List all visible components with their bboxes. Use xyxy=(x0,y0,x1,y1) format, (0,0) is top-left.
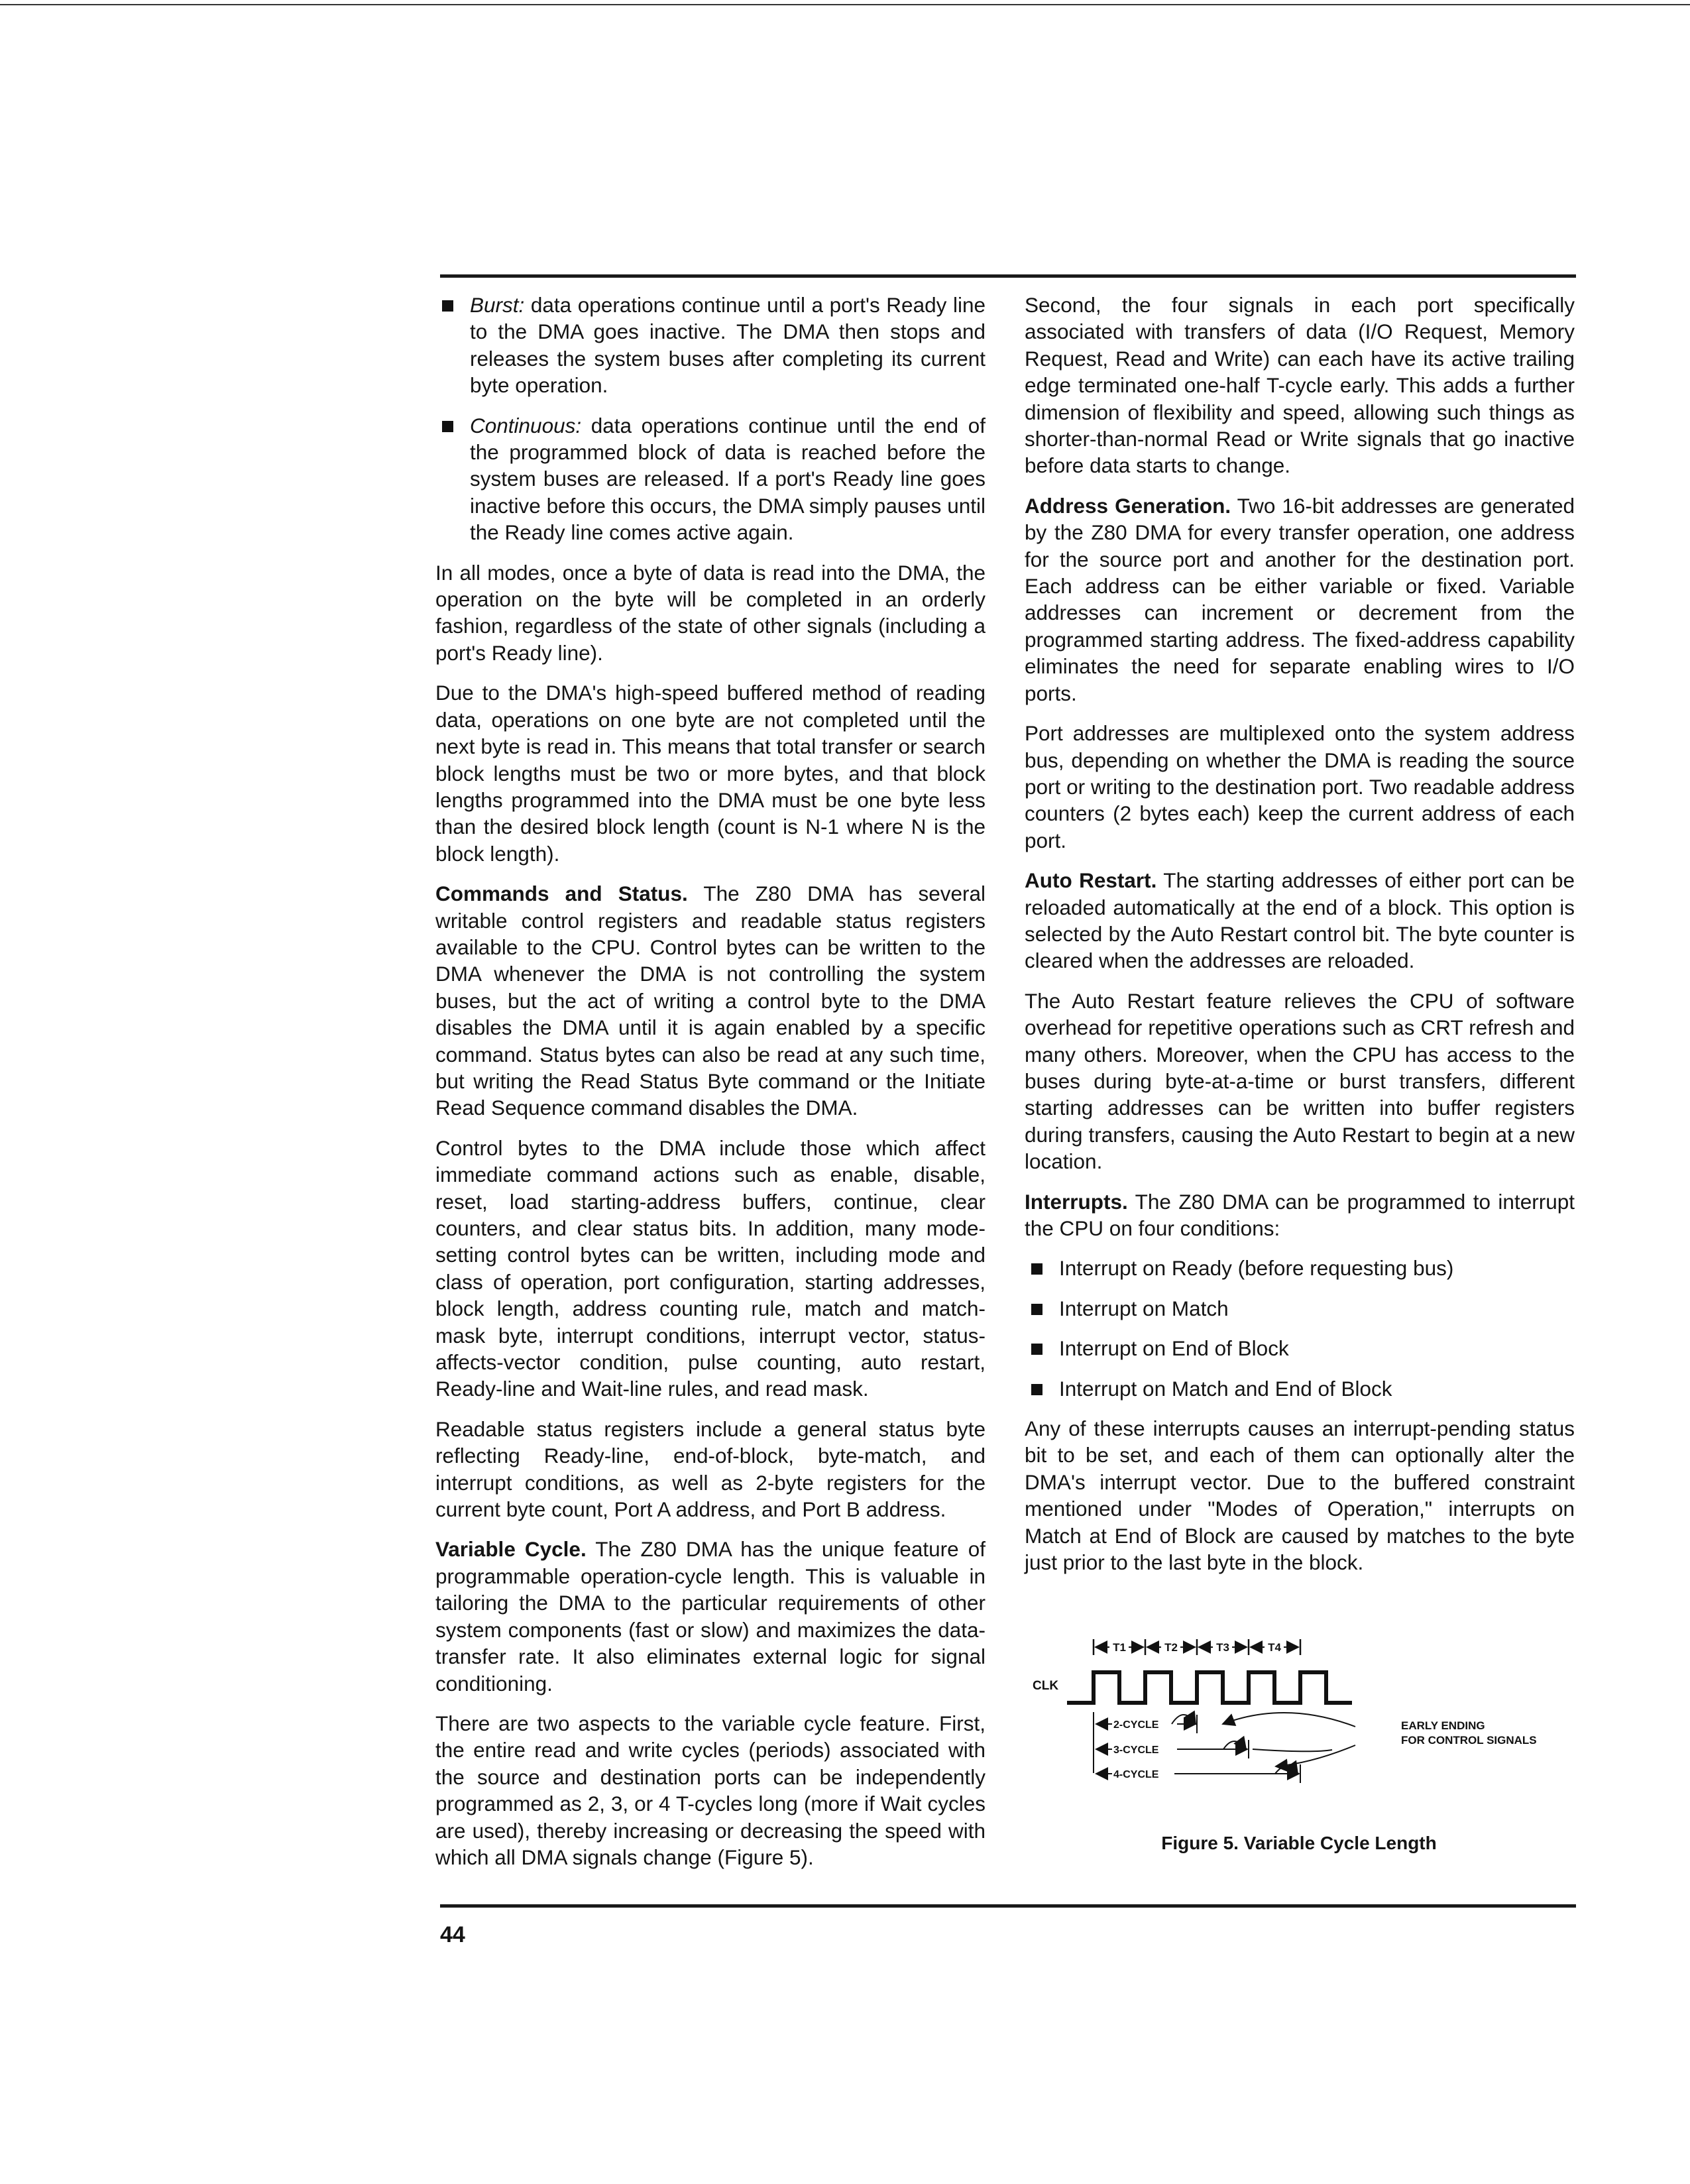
right-column xyxy=(1025,292,1575,1589)
cycle-labels xyxy=(1113,1719,1159,1780)
figure-caption: Figure 5. Variable Cycle Length xyxy=(1161,1833,1437,1853)
square-bullet-icon xyxy=(442,421,453,432)
paragraph-address-generation xyxy=(1025,492,1575,707)
list-item-interrupt-match xyxy=(1025,1295,1575,1322)
square-bullet-icon xyxy=(1031,1344,1042,1355)
t1-label: T1 xyxy=(1113,1641,1126,1654)
auto-restart-heading: Auto Restart. xyxy=(1025,868,1157,893)
square-bullet-icon xyxy=(1031,1304,1042,1315)
square-bullet-icon xyxy=(1031,1384,1042,1395)
interrupt-item-text: Interrupt on End of Block xyxy=(1059,1336,1289,1361)
commands-text: The Z80 DMA has several writable control registers and readable status registers available to the CPU. Control bytes can be written to the DMA whenever the DMA is not controlling the system buses, but the act of writing a control byte to the DMA disables the DMA until it is again enabled by a specific command. Status bytes can also be read at any such time, but writing the Read Status Byte command or the Initiate Read Sequence command disables the DMA. xyxy=(435,882,986,1120)
list-item-interrupt-ready xyxy=(1025,1255,1575,1281)
variable-cycle-text: The Z80 DMA has the unique feature of programmable operation-cycle length. This is valuable in tailoring the DMA to the particular requirements of other system components (fast or slow) and maximizes the data-transfer rate. It also eliminates external logic for signal conditioning. xyxy=(435,1537,986,1695)
paragraph-buffered-method: Due to the DMA's high-speed buffered method of reading data, operations on one byte are not completed until the next byte is read in. This means that total transfer or search block lengths must be two or more bytes, and that block lengths programmed into the DMA must be one byte less than the desired block length (count is N-1 where N is the block length). xyxy=(435,681,986,866)
paragraph-interrupts xyxy=(1025,1188,1575,1242)
paragraph-commands-status xyxy=(435,880,986,1121)
list-item-interrupt-end-of-block xyxy=(1025,1335,1575,1361)
interrupts-text: The Z80 DMA can be programmed to interrupt the CPU on four conditions: xyxy=(1025,1189,1575,1240)
interrupts-heading: Interrupts. xyxy=(1025,1189,1128,1214)
paragraph-auto-restart xyxy=(1025,867,1575,974)
variable-cycle-heading: Variable Cycle. xyxy=(435,1537,587,1562)
paragraph-port-addresses: Port addresses are multiplexed onto the system address bus, depending on whether the DMA is reading the source port or writing to the destination port. Two readable address counters (2 bytes each) keep the current address of each port. xyxy=(1025,721,1575,852)
paragraph-restart-feature: The Auto Restart feature relieves the CPU of software overhead for repetitive operations such as CRT refresh and many others. Moreover, when the CPU has access to the buses during byte-at-a-time or burst transfers, different starting addresses can be written into buffer registers during transfers, causing the Auto Restart to begin at a new location. xyxy=(1025,988,1575,1174)
paragraph-all-modes: In all modes, once a byte of data is read into the DMA, the operation on the byte will be completed in an orderly fashion, regardless of the state of other signals (including a port's Ready line). xyxy=(435,560,986,665)
burst-term: Burst: xyxy=(470,293,525,317)
footer-rule xyxy=(440,1904,1576,1908)
figure-variable-cycle-length xyxy=(1021,1627,1577,1879)
continuous-term: Continuous: xyxy=(470,413,582,437)
interrupt-item-text: Interrupt on Ready (before requesting bus) xyxy=(1059,1256,1454,1281)
header-rule xyxy=(440,274,1576,278)
paragraph-second-aspect: Second, the four signals in each port specifically associated with transfers of data (I/O Request, Memory Request, Read and Write) can each have its active trailing edge terminated one-half T-cycle early. This adds a further dimension of flexibility and speed, allowing such things as shorter-than-normal Read or Write signals that go inactive before data starts to change. xyxy=(1025,293,1575,478)
clk-label: CLK xyxy=(1033,1679,1059,1693)
list-item-burst xyxy=(435,292,986,399)
interrupt-item-text: Interrupt on Match and End of Block xyxy=(1059,1376,1392,1401)
list-item-interrupt-match-end xyxy=(1025,1375,1575,1402)
two-cycle-label: 2-CYCLE xyxy=(1113,1719,1159,1731)
paragraph-status-registers: Readable status registers include a general status byte reflecting Ready-line, end-of-block, byte-match, and interrupt conditions, as well as 2-byte registers for the current byte count, Port A address, and Port B address. xyxy=(435,1416,986,1522)
interrupt-item-text: Interrupt on Match xyxy=(1059,1296,1229,1320)
clock-waveform xyxy=(1067,1672,1352,1703)
top-edge-rule xyxy=(0,4,1690,5)
paragraph-control-bytes: Control bytes to the DMA include those which affect immediate command actions such as enable, disable, reset, load starting-address buffers, continue, clear counters, and clear status bits. In addition, many mode-setting control bytes can be written, including mode and class of operation, port configuration, starting addresses, block length, address counting rule, match and match-mask byte, interrupt conditions, interrupt vector, status-affects-vector condition, pulse counting, auto restart, Ready-line and Wait-line rules, and read mask. xyxy=(435,1135,986,1401)
continuous-text: data operations continue until the end of the programmed block of data is reached before the system buses are released. If a port's Ready line goes inactive before this occurs, the DMA simply pauses until the Ready line comes active again. xyxy=(470,413,986,545)
burst-text: data operations continue until a port's Ready line to the DMA goes inactive. The DMA then stops and releases the system buses after completing its current byte operation. xyxy=(470,293,986,398)
t2-label: T2 xyxy=(1164,1641,1178,1654)
commands-heading: Commands and Status. xyxy=(435,882,688,906)
list-item-continuous xyxy=(435,412,986,546)
auto-restart-text: The starting addresses of either port can be reloaded automatically at the end of a block. This option is selected by the Auto Restart control bit. The byte counter is cleared when the addresses are reloaded. xyxy=(1025,868,1575,973)
square-bullet-icon xyxy=(1031,1263,1042,1275)
paragraph-any-interrupts: Any of these interrupts causes an interrupt-pending status bit to be set, and each of them can optionally alter the DMA's interrupt vector. Due to the buffered constraint mentioned under "Modes of Operation," interrupts on Match at End of Block are caused by matches to the byte just prior to the last byte in the block. xyxy=(1025,1416,1575,1575)
control-signals-label: FOR CONTROL SIGNALS xyxy=(1401,1734,1537,1747)
square-bullet-icon xyxy=(442,300,453,312)
three-cycle-label: 3-CYCLE xyxy=(1113,1745,1159,1756)
t4-label: T4 xyxy=(1268,1641,1281,1654)
address-generation-text: Two 16-bit addresses are generated by the Z80 DMA for every transfer operation, one address for the source port and another for the destination port. Each address can be either variable or fixed. Variable addresses can increment or decrement from the programmed starting address. The fixed-address capability eliminates the need for separate enabling wires to I/O ports. xyxy=(1025,493,1575,705)
paragraph-variable-cycle xyxy=(435,1536,986,1696)
page-number: 44 xyxy=(440,1922,465,1947)
timing-diagram xyxy=(1021,1627,1577,1826)
paragraph-two-aspects: There are two aspects to the variable cycle feature. First, the entire read and write cycles (periods) associated with the source and destination ports can be independently programmed as 2, 3, or 4 T-cycles long (more if Wait cycles are used), thereby increasing or decreasing the speed with which all DMA signals change (Figure 5). xyxy=(435,1711,986,1869)
t3-label: T3 xyxy=(1216,1641,1229,1654)
address-generation-heading: Address Generation. xyxy=(1025,493,1231,518)
left-column xyxy=(435,292,986,1884)
early-ending-label: EARLY ENDING xyxy=(1401,1719,1485,1732)
four-cycle-label: 4-CYCLE xyxy=(1113,1769,1159,1780)
